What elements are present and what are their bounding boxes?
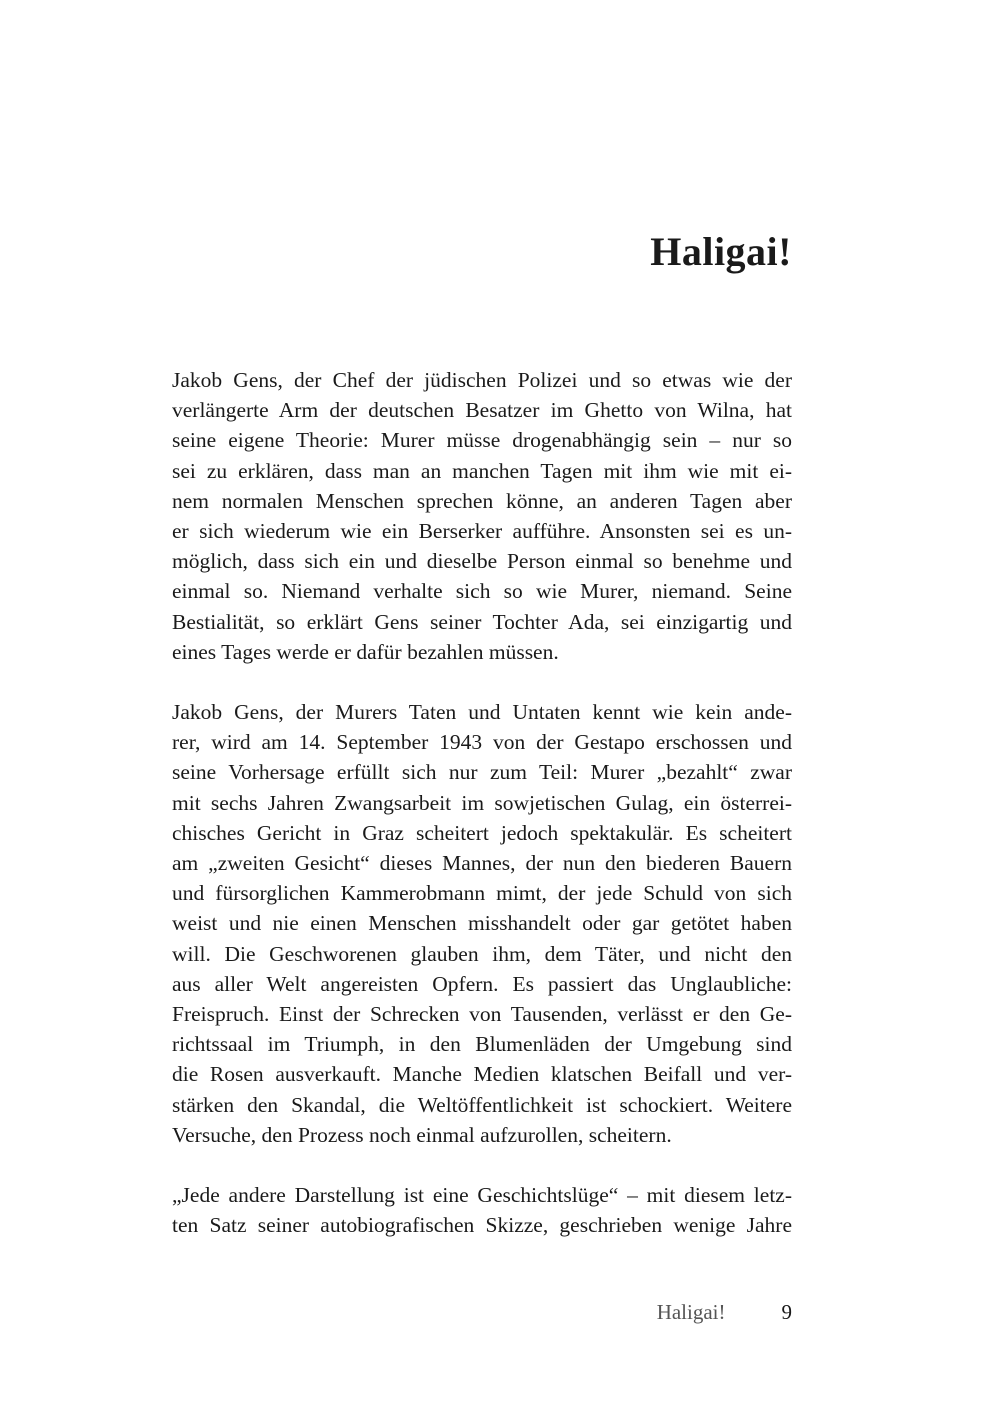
running-head: Haligai! — [656, 1300, 726, 1324]
text-line: Bestialität, so erklärt Gens seiner Tochter Ada, sei einzigartig und — [172, 609, 792, 634]
text-line: seine Vorhersage erfüllt sich nur zum Teil: Murer „bezahlt“ zwar — [172, 760, 792, 785]
text-line: am „zweiten Gesicht“ dieses Mannes, der nun den biederen Bauern — [172, 851, 792, 876]
text-line: Versuche, den Prozess noch einmal aufzurollen, scheitern. — [172, 1122, 672, 1147]
text-line: und fürsorglichen Kammerobmann mimt, der jede Schuld von sich — [172, 881, 792, 906]
page-footer — [657, 1298, 792, 1326]
text-line: nem normalen Menschen sprechen könne, an anderen Tagen aber — [172, 488, 792, 513]
text-line: er sich wiederum wie ein Berserker aufführe. Ansonsten sei es un- — [172, 519, 792, 544]
text-line: will. Die Geschworenen glauben ihm, dem Täter, und nicht den — [172, 941, 792, 966]
text-line: möglich, dass sich ein und dieselbe Person einmal so benehme und — [172, 549, 792, 574]
text-line: „Jede andere Darstellung ist eine Geschichtslüge“ – mit diesem letz- — [172, 1183, 792, 1208]
text-line: sei zu erklären, dass man an manchen Tagen mit ihm wie mit ei- — [172, 458, 792, 483]
text-line: mit sechs Jahren Zwangsarbeit im sowjetischen Gulag, ein österrei- — [172, 790, 792, 815]
chapter-title: Haligai! — [650, 229, 792, 274]
text-line: eines Tages werde er dafür bezahlen müssen. — [172, 639, 559, 664]
text-line: weist und nie einen Menschen misshandelt oder gar getötet haben — [172, 911, 792, 936]
paragraph — [172, 1180, 792, 1240]
text-line: Jakob Gens, der Murers Taten und Untaten kennt wie kein ande- — [172, 700, 792, 725]
text-line: einmal so. Niemand verhalte sich so wie Murer, niemand. Seine — [172, 579, 792, 604]
text-line: rer, wird am 14. September 1943 von der Gestapo erschossen und — [172, 730, 792, 755]
text-line: die Rosen ausverkauft. Manche Medien klatschen Beifall und ver- — [172, 1062, 792, 1087]
text-line: seine eigene Theorie: Murer müsse drogenabhängig sein – nur so — [172, 428, 792, 453]
paragraph — [172, 697, 792, 1150]
text-line: ten Satz seiner autobiografischen Skizze, geschrieben wenige Jahre — [172, 1213, 792, 1238]
text-line: chisches Gericht in Graz scheitert jedoch spektakulär. Es scheitert — [172, 820, 792, 845]
text-line: richtssaal im Triumph, in den Blumenläden der Umgebung sind — [172, 1032, 792, 1057]
text-line: Jakob Gens, der Chef der jüdischen Polizei und so etwas wie der — [172, 368, 792, 392]
text-line: Freispruch. Einst der Schrecken von Tausenden, verlässt er den Ge- — [172, 1002, 792, 1027]
page-number: 9 — [781, 1300, 792, 1324]
text-line: stärken den Skandal, die Weltöffentlichkeit ist schockiert. Weitere — [172, 1092, 792, 1117]
body-text — [172, 365, 792, 1270]
text-line: verlängerte Arm der deutschen Besatzer im Ghetto von Wilna, hat — [172, 398, 792, 423]
text-line: aus aller Welt angereisten Opfern. Es passiert das Unglaubliche: — [172, 971, 792, 996]
paragraph — [172, 365, 792, 667]
